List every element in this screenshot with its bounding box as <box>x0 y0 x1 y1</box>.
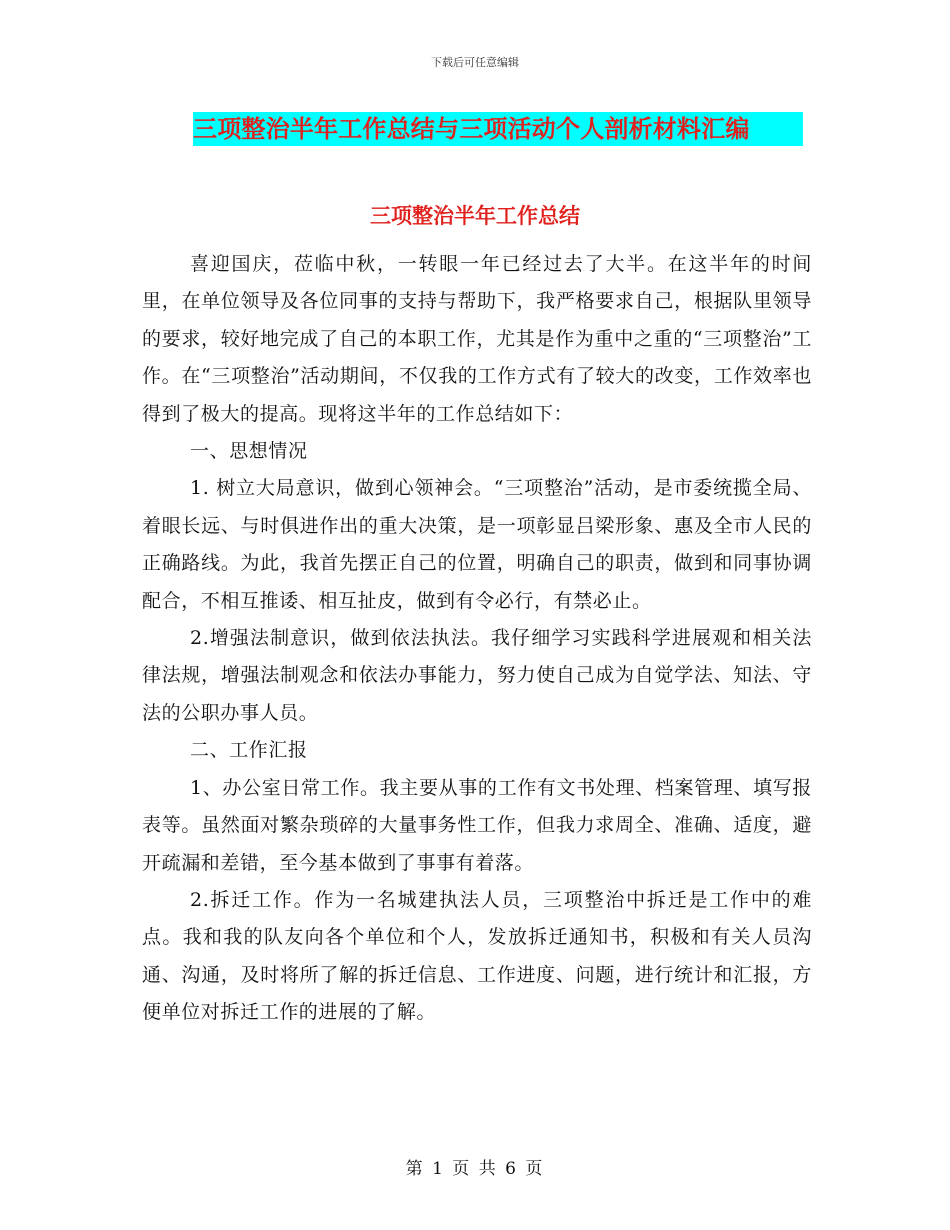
paragraph-big-picture: 1. 树立大局意识，做到心领神会。“三项整治”活动，是市委统揽全局、着眼长远、与时俱进作出的重大决策，是一项彰显吕梁形象、惠及全市人民的正确路线。为此，我首先摆正自己的位置，明确自己的职责，做到和同事协调配合，不相互推诿、相互扯皮，做到有令必行，有禁必止。 <box>142 477 812 612</box>
document-title: 三项整治半年工作总结与三项活动个人剖析材料汇编 <box>193 112 803 146</box>
title-block <box>193 112 803 146</box>
section-subtitle: 三项整治半年工作总结 <box>370 203 580 228</box>
paragraph-intro: 喜迎国庆，莅临中秋，一转眼一年已经过去了大半。在这半年的时间里，在单位领导及各位同事的支持与帮助下，我严格要求自己，根据队里领导的要求，较好地完成了自己的本职工作，尤其是作为重中之重的“三项整治”工作。在“三项整治”活动期间，不仅我的工作方式有了较大的改变，工作效率也得到了极大的提高。现将这半年的工作总结如下： <box>142 253 812 425</box>
heading-work-report: 二、工作汇报 <box>190 739 308 762</box>
paragraph-office-work: 1、办公室日常工作。我主要从事的工作有文书处理、档案管理、填写报表等。虽然面对繁杂琐碎的大量事务性工作，但我力求周全、准确、适度，避开疏漏和差错，至今基本做到了事事有着落。 <box>142 776 812 874</box>
document-body <box>142 246 812 1032</box>
paragraph-legal-awareness: 2.增强法制意识，做到依法执法。我仔细学习实践科学进展观和相关法律法规，增强法制观念和依法办事能力，努力使自己成为自觉学法、知法、守法的公职办事人员。 <box>142 627 812 724</box>
paragraph-demolition-work: 2.拆迁工作。作为一名城建执法人员，三项整治中拆迁是工作中的难点。我和我的队友向各个单位和个人，发放拆迁通知书，积极和有关人员沟通、沟通，及时将所了解的拆迁信息、工作进度、问题，进行统计和汇报，方便单位对拆迁工作的进展的了解。 <box>142 888 812 1024</box>
heading-ideology: 一、思想情况 <box>190 440 308 463</box>
page-number: 第 1 页 共 6 页 <box>405 1159 545 1179</box>
page-header-note: 下载后可任意编辑 <box>431 56 519 69</box>
